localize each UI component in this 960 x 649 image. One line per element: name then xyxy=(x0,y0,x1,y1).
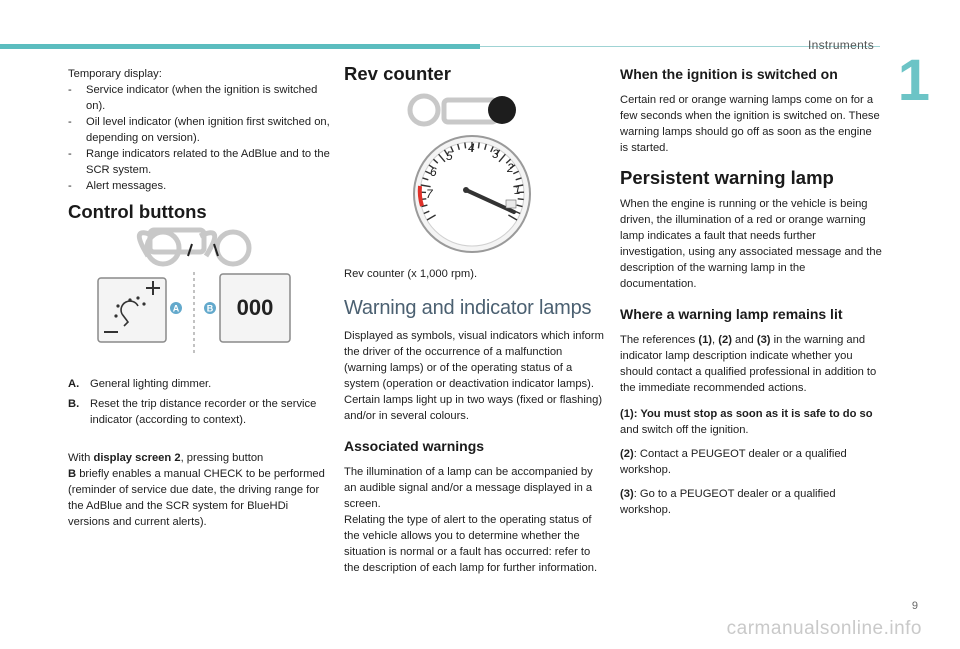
temporary-display-block xyxy=(68,66,330,194)
column-middle xyxy=(344,63,606,584)
legend-key: A. xyxy=(68,378,80,390)
legend-text: Reset the trip distance recorder or the service indicator (according to context). xyxy=(90,398,317,426)
para-text: , xyxy=(712,334,719,346)
list-item: - Service indicator (when the ignition is switched on). xyxy=(68,82,330,114)
ref-key: (1) xyxy=(698,334,713,346)
para-text: The references xyxy=(620,334,699,346)
para-text: With xyxy=(68,452,94,464)
list-item: - Alert messages. xyxy=(68,178,330,194)
column-left xyxy=(68,66,330,538)
ignition-heading: When the ignition is switched on xyxy=(620,66,838,82)
chapter-number: 1 xyxy=(897,48,930,113)
section-title: Instruments xyxy=(808,38,874,52)
tach-number: 2 xyxy=(507,161,514,175)
para-text: and switch off the ignition. xyxy=(620,424,749,436)
rev-counter-illustration xyxy=(344,90,606,258)
associated-warnings-text-2: Relating the type of alert to the operating status of the vehicle allows you to determine whether the situation is normal or a fault has occurred: refer to the description of each lamp for further information. xyxy=(344,514,598,574)
list-item: - Oil level indicator (when ignition first switched on, depending on version). xyxy=(68,114,330,146)
legend-item-a xyxy=(68,376,330,392)
legend-list xyxy=(68,376,330,428)
legend-text: General lighting dimmer. xyxy=(90,378,212,390)
display-digits: 000 xyxy=(236,295,274,320)
associated-warnings-text-1: The illumination of a lamp can be accompanied by an audible signal and/or a message displayed in a screen. xyxy=(344,466,593,510)
legend-item-b xyxy=(68,396,330,428)
dimmer-button-icon xyxy=(98,278,166,342)
callout-a-label: A xyxy=(172,303,180,314)
dashboard-outline-icon xyxy=(139,230,249,264)
persistent-text: When the engine is running or the vehicle is being driven, the illumination of a red or orange warning lamp indicates a fault that needs further investigation, using any associated message and the description of the warning lamp in the documentation. xyxy=(620,198,882,290)
tach-number: 3 xyxy=(492,147,499,161)
temp-display-list xyxy=(68,82,330,194)
para-text: briefly enables a manual CHECK to be performed (reminder of service due date, the driving range for the AdBlue and the SCR system for BlueHDi versions and current alerts). xyxy=(68,468,325,528)
temp-display-intro: Temporary display: xyxy=(68,68,162,80)
highlight-dial-icon xyxy=(488,96,516,124)
rev-counter-heading: Rev counter xyxy=(344,63,451,84)
ignition-text: Certain red or orange warning lamps come on for a few seconds when the ignition is switched on. These warning lamps should go off as soon as the engine is started. xyxy=(620,94,880,154)
display-button-icon xyxy=(220,274,290,342)
watermark: carmanualsonline.info xyxy=(726,618,922,639)
tach-number: 5 xyxy=(446,149,453,163)
remains-lit-heading: Where a warning lamp remains lit xyxy=(620,306,843,322)
para-key: B xyxy=(68,468,77,480)
para-text: and xyxy=(731,334,757,346)
ref-key: (3) xyxy=(756,334,771,346)
ref-key: (2) xyxy=(718,334,732,346)
callout-b-label: B xyxy=(206,303,214,314)
tach-number: 1 xyxy=(514,183,521,197)
persistent-heading: Persistent warning lamp xyxy=(620,167,834,188)
warning-lamps-heading: Warning and indicator lamps xyxy=(344,297,592,319)
page-number: 9 xyxy=(911,600,918,612)
list-item: - Range indicators related to the AdBlue and to the SCR system. xyxy=(68,146,330,178)
references-text xyxy=(620,332,882,396)
note-bold: : You must stop as soon as it is safe to do so xyxy=(633,408,873,420)
tach-number: 7 xyxy=(426,187,433,201)
display-screen-paragraph xyxy=(68,450,330,530)
column-right xyxy=(620,66,882,526)
para-text: : Go to a PEUGEOT dealer or a qualified workshop. xyxy=(620,488,836,516)
legend-key: B. xyxy=(68,398,80,410)
rev-counter-caption: Rev counter (x 1,000 rpm). xyxy=(344,268,478,280)
note-3 xyxy=(620,486,882,518)
para-text: in the warning and indicator lamp description indicate whether you should contact a qualified professional in addition to the immediate recommended actions. xyxy=(620,334,877,394)
tach-number: 4 xyxy=(468,141,475,155)
note-key: (2) xyxy=(620,448,634,460)
note-key: (1) xyxy=(620,408,634,420)
para-text: : Contact a PEUGEOT dealer or a qualified workshop. xyxy=(620,448,847,476)
dashboard-outline-icon xyxy=(410,96,496,124)
tach-number: 6 xyxy=(430,165,437,179)
control-buttons-illustration xyxy=(68,226,330,362)
control-buttons-heading: Control buttons xyxy=(68,201,207,222)
para-text: , pressing button xyxy=(180,452,264,464)
note-2 xyxy=(620,446,882,478)
note-1 xyxy=(620,406,882,438)
warning-lamps-text: Displayed as symbols, visual indicators which inform the driver of the occurrence of a malfunction (warning lamps) or of the operating status of a system (operation or deactivation indicator lamps). Certain lamps light up in two ways (fixed or flashing) and/or in several colours. xyxy=(344,330,604,422)
header-accent-bar xyxy=(0,44,480,49)
associated-warnings-heading: Associated warnings xyxy=(344,438,485,454)
note-key: (3) xyxy=(620,488,634,500)
para-bold: display screen 2 xyxy=(93,452,181,464)
